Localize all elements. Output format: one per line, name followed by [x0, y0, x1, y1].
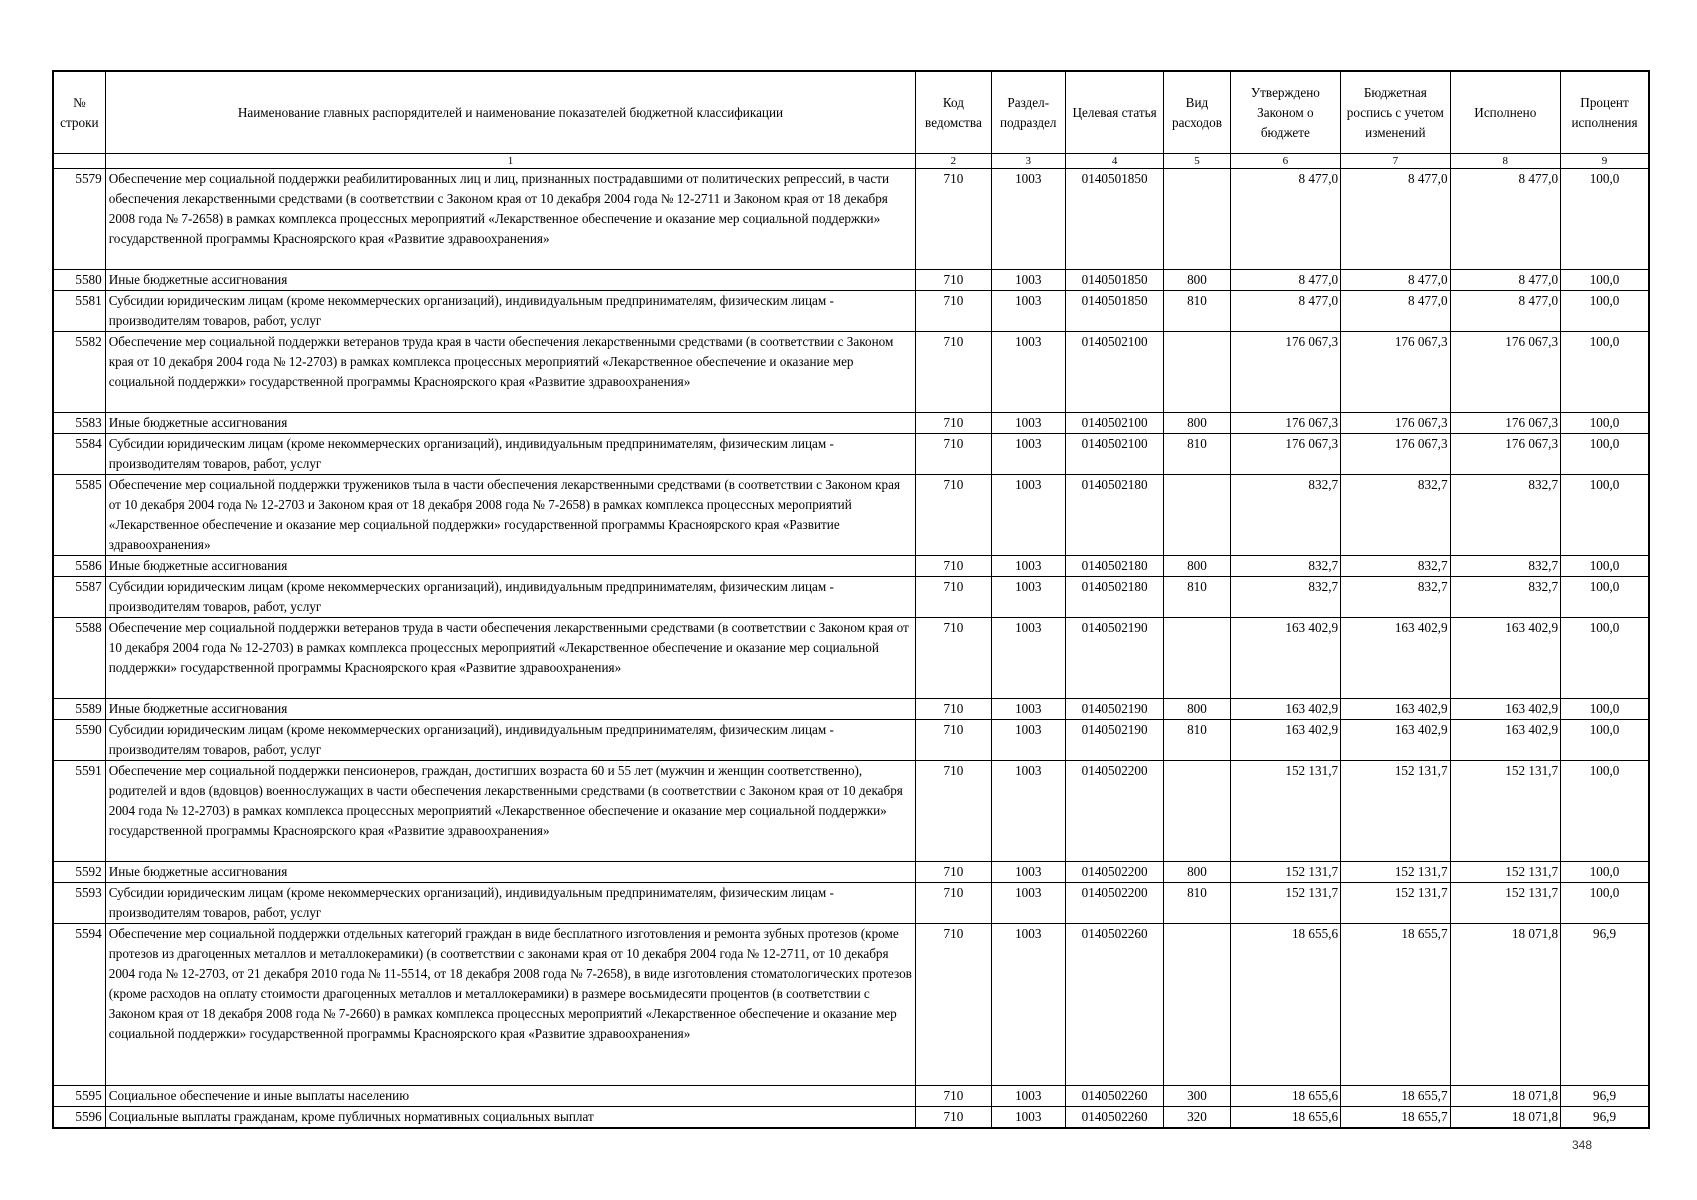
row-number: 5590 — [53, 720, 105, 761]
row-percent: 100,0 — [1561, 332, 1649, 413]
row-number: 5592 — [53, 862, 105, 883]
header-expense-type: Вид расходов — [1164, 71, 1230, 154]
row-section: 1003 — [991, 270, 1065, 291]
row-name: Иные бюджетные ассигнования — [105, 862, 916, 883]
row-budget-plan: 176 067,3 — [1341, 332, 1450, 413]
row-dept-code: 710 — [916, 699, 991, 720]
row-section: 1003 — [991, 291, 1065, 332]
row-budget-plan: 18 655,7 — [1341, 924, 1450, 1086]
column-number-row — [53, 154, 1649, 169]
row-name: Обеспечение мер социальной поддержки тружеников тыла в части обеспечения лекарственными средствами (в соответствии с Законом края от 10 декабря 2004 года № 12-2703 и Законом края от 18 декабря 2008 года № 7-2658) в рамках комплекса процессных мероприятий «Лекарственное обеспечение и оказание мер социальной поддержки» государственной программы Красноярского края «Развитие здравоохранения» — [105, 475, 916, 556]
row-budget-plan: 832,7 — [1341, 475, 1450, 556]
row-expense-type: 800 — [1164, 556, 1230, 577]
row-expense-type: 810 — [1164, 720, 1230, 761]
row-number: 5595 — [53, 1086, 105, 1107]
row-dept-code: 710 — [916, 556, 991, 577]
row-percent: 100,0 — [1561, 434, 1649, 475]
row-percent: 100,0 — [1561, 883, 1649, 924]
table-row — [53, 332, 1649, 413]
row-dept-code: 710 — [916, 291, 991, 332]
row-approved: 832,7 — [1230, 577, 1340, 618]
row-number: 5594 — [53, 924, 105, 1086]
row-number: 5586 — [53, 556, 105, 577]
row-approved: 18 655,6 — [1230, 1086, 1340, 1107]
row-target: 0140502190 — [1065, 720, 1163, 761]
table-row — [53, 720, 1649, 761]
row-percent: 100,0 — [1561, 413, 1649, 434]
row-dept-code: 710 — [916, 1086, 991, 1107]
row-target: 0140502260 — [1065, 1086, 1163, 1107]
row-section: 1003 — [991, 1086, 1065, 1107]
table-row — [53, 577, 1649, 618]
row-dept-code: 710 — [916, 577, 991, 618]
row-percent: 100,0 — [1561, 270, 1649, 291]
row-section: 1003 — [991, 332, 1065, 413]
row-percent: 96,9 — [1561, 924, 1649, 1086]
row-approved: 8 477,0 — [1230, 291, 1340, 332]
row-approved: 176 067,3 — [1230, 332, 1340, 413]
row-number: 5593 — [53, 883, 105, 924]
row-dept-code: 710 — [916, 434, 991, 475]
row-name: Субсидии юридическим лицам (кроме некоммерческих организаций), индивидуальным предпринимателям, физическим лицам - производителям товаров, работ, услуг — [105, 883, 916, 924]
row-number: 5591 — [53, 761, 105, 862]
row-expense-type: 300 — [1164, 1086, 1230, 1107]
row-dept-code: 710 — [916, 862, 991, 883]
row-expense-type — [1164, 332, 1230, 413]
row-budget-plan: 152 131,7 — [1341, 761, 1450, 862]
table-row — [53, 475, 1649, 556]
row-dept-code: 710 — [916, 1107, 991, 1129]
row-percent: 96,9 — [1561, 1086, 1649, 1107]
row-section: 1003 — [991, 618, 1065, 699]
column-number: 2 — [916, 154, 991, 169]
row-dept-code: 710 — [916, 475, 991, 556]
column-number: 6 — [1230, 154, 1340, 169]
row-section: 1003 — [991, 475, 1065, 556]
row-dept-code: 710 — [916, 618, 991, 699]
header-name: Наименование главных распорядителей и наименование показателей бюджетной классификации — [105, 71, 916, 154]
table-body — [53, 169, 1649, 1129]
row-name: Субсидии юридическим лицам (кроме некоммерческих организаций), индивидуальным предпринимателям, физическим лицам - производителям товаров, работ, услуг — [105, 291, 916, 332]
row-budget-plan: 163 402,9 — [1341, 699, 1450, 720]
row-expense-type — [1164, 475, 1230, 556]
row-expense-type: 800 — [1164, 413, 1230, 434]
table-row — [53, 699, 1649, 720]
row-name: Субсидии юридическим лицам (кроме некоммерческих организаций), индивидуальным предпринимателям, физическим лицам - производителям товаров, работ, услуг — [105, 720, 916, 761]
column-number: 8 — [1450, 154, 1560, 169]
header-budget-plan: Бюджетная роспись с учетом изменений — [1341, 71, 1450, 154]
row-name: Иные бюджетные ассигнования — [105, 270, 916, 291]
row-section: 1003 — [991, 720, 1065, 761]
row-executed: 18 071,8 — [1450, 924, 1560, 1086]
column-number: 7 — [1341, 154, 1450, 169]
row-number: 5581 — [53, 291, 105, 332]
header-section: Раздел-подраздел — [991, 71, 1065, 154]
column-number-blank — [53, 154, 105, 169]
row-percent: 100,0 — [1561, 291, 1649, 332]
row-dept-code: 710 — [916, 169, 991, 270]
row-target: 0140502180 — [1065, 556, 1163, 577]
column-number: 5 — [1164, 154, 1230, 169]
table-row — [53, 169, 1649, 270]
row-executed: 176 067,3 — [1450, 434, 1560, 475]
row-executed: 163 402,9 — [1450, 618, 1560, 699]
row-approved: 163 402,9 — [1230, 618, 1340, 699]
row-executed: 832,7 — [1450, 475, 1560, 556]
row-budget-plan: 163 402,9 — [1341, 720, 1450, 761]
row-budget-plan: 163 402,9 — [1341, 618, 1450, 699]
row-approved: 163 402,9 — [1230, 699, 1340, 720]
table-row — [53, 924, 1649, 1086]
row-expense-type — [1164, 761, 1230, 862]
row-target: 0140502180 — [1065, 475, 1163, 556]
row-expense-type: 810 — [1164, 434, 1230, 475]
column-number: 4 — [1065, 154, 1163, 169]
row-approved: 8 477,0 — [1230, 270, 1340, 291]
row-executed: 152 131,7 — [1450, 862, 1560, 883]
row-number: 5589 — [53, 699, 105, 720]
row-target: 0140502190 — [1065, 618, 1163, 699]
table-row — [53, 618, 1649, 699]
header-row — [53, 71, 1649, 154]
row-executed: 163 402,9 — [1450, 699, 1560, 720]
page-number: 348 — [1572, 1138, 1593, 1152]
column-number: 1 — [105, 154, 916, 169]
row-executed: 163 402,9 — [1450, 720, 1560, 761]
row-section: 1003 — [991, 413, 1065, 434]
row-section: 1003 — [991, 169, 1065, 270]
row-number: 5579 — [53, 169, 105, 270]
column-number: 3 — [991, 154, 1065, 169]
row-percent: 100,0 — [1561, 556, 1649, 577]
row-budget-plan: 152 131,7 — [1341, 883, 1450, 924]
row-approved: 8 477,0 — [1230, 169, 1340, 270]
row-section: 1003 — [991, 577, 1065, 618]
row-number: 5582 — [53, 332, 105, 413]
row-dept-code: 710 — [916, 270, 991, 291]
row-number: 5580 — [53, 270, 105, 291]
row-approved: 176 067,3 — [1230, 434, 1340, 475]
row-target: 0140501850 — [1065, 270, 1163, 291]
row-approved: 152 131,7 — [1230, 883, 1340, 924]
row-expense-type — [1164, 169, 1230, 270]
row-expense-type — [1164, 618, 1230, 699]
header-target: Целевая статья — [1065, 71, 1163, 154]
row-number: 5583 — [53, 413, 105, 434]
row-name: Обеспечение мер социальной поддержки пенсионеров, граждан, достигших возраста 60 и 55 лет (мужчин и женщин соответственно), родителей и вдов (вдовцов) военнослужащих в части обеспечения лекарственными средствами (в соответствии с Законом края от 10 декабря 2004 года № 12-2703) в рамках комплекса процессных мероприятий «Лекарственное обеспечение и оказание мер социальной поддержки» государственной программы Красноярского края «Развитие здравоохранения» — [105, 761, 916, 862]
header-row-number: № строки — [53, 71, 105, 154]
row-section: 1003 — [991, 862, 1065, 883]
row-budget-plan: 832,7 — [1341, 556, 1450, 577]
table-row — [53, 1086, 1649, 1107]
row-budget-plan: 176 067,3 — [1341, 434, 1450, 475]
row-budget-plan: 8 477,0 — [1341, 270, 1450, 291]
row-budget-plan: 8 477,0 — [1341, 291, 1450, 332]
table-row — [53, 862, 1649, 883]
row-section: 1003 — [991, 761, 1065, 862]
row-name: Социальное обеспечение и иные выплаты населению — [105, 1086, 916, 1107]
table-row — [53, 270, 1649, 291]
row-expense-type: 810 — [1164, 883, 1230, 924]
row-executed: 18 071,8 — [1450, 1086, 1560, 1107]
row-target: 0140502200 — [1065, 862, 1163, 883]
row-target: 0140502260 — [1065, 924, 1163, 1086]
row-approved: 18 655,6 — [1230, 924, 1340, 1086]
row-approved: 18 655,6 — [1230, 1107, 1340, 1129]
row-approved: 163 402,9 — [1230, 720, 1340, 761]
row-expense-type: 800 — [1164, 862, 1230, 883]
row-percent: 100,0 — [1561, 761, 1649, 862]
row-target: 0140502260 — [1065, 1107, 1163, 1129]
row-section: 1003 — [991, 883, 1065, 924]
row-executed: 176 067,3 — [1450, 413, 1560, 434]
row-dept-code: 710 — [916, 883, 991, 924]
row-percent: 100,0 — [1561, 475, 1649, 556]
row-section: 1003 — [991, 924, 1065, 1086]
row-dept-code: 710 — [916, 761, 991, 862]
row-number: 5596 — [53, 1107, 105, 1129]
row-name: Субсидии юридическим лицам (кроме некоммерческих организаций), индивидуальным предпринимателям, физическим лицам - производителям товаров, работ, услуг — [105, 434, 916, 475]
row-section: 1003 — [991, 434, 1065, 475]
row-number: 5587 — [53, 577, 105, 618]
row-name: Субсидии юридическим лицам (кроме некоммерческих организаций), индивидуальным предпринимателям, физическим лицам - производителям товаров, работ, услуг — [105, 577, 916, 618]
row-expense-type: 800 — [1164, 699, 1230, 720]
row-section: 1003 — [991, 1107, 1065, 1129]
row-budget-plan: 832,7 — [1341, 577, 1450, 618]
row-executed: 832,7 — [1450, 556, 1560, 577]
row-expense-type: 810 — [1164, 291, 1230, 332]
row-dept-code: 710 — [916, 720, 991, 761]
row-executed: 8 477,0 — [1450, 291, 1560, 332]
row-expense-type: 810 — [1164, 577, 1230, 618]
table-row — [53, 1107, 1649, 1129]
row-section: 1003 — [991, 556, 1065, 577]
row-name: Обеспечение мер социальной поддержки реабилитированных лиц и лиц, признанных пострадавшими от политических репрессий, в части обеспечения лекарственными средствами (в соответствии с Законом края от 10 декабря 2004 года № 12-2711 и Законом края от 18 декабря 2008 года № 7-2658) в рамках комплекса процессных мероприятий «Лекарственное обеспечение и оказание мер социальной поддержки» государственной программы Красноярского края «Развитие здравоохранения» — [105, 169, 916, 270]
row-budget-plan: 176 067,3 — [1341, 413, 1450, 434]
row-approved: 832,7 — [1230, 475, 1340, 556]
row-number: 5584 — [53, 434, 105, 475]
row-percent: 96,9 — [1561, 1107, 1649, 1129]
row-approved: 152 131,7 — [1230, 862, 1340, 883]
row-percent: 100,0 — [1561, 862, 1649, 883]
row-name: Социальные выплаты гражданам, кроме публичных нормативных социальных выплат — [105, 1107, 916, 1129]
row-percent: 100,0 — [1561, 618, 1649, 699]
row-name: Иные бюджетные ассигнования — [105, 413, 916, 434]
row-percent: 100,0 — [1561, 699, 1649, 720]
row-percent: 100,0 — [1561, 720, 1649, 761]
row-target: 0140502180 — [1065, 577, 1163, 618]
row-budget-plan: 18 655,7 — [1341, 1107, 1450, 1129]
row-target: 0140502100 — [1065, 434, 1163, 475]
row-approved: 832,7 — [1230, 556, 1340, 577]
row-executed: 176 067,3 — [1450, 332, 1560, 413]
row-executed: 8 477,0 — [1450, 270, 1560, 291]
row-name: Обеспечение мер социальной поддержки ветеранов труда края в части обеспечения лекарственными средствами (в соответствии с Законом края от 10 декабря 2004 года № 12-2703) в рамках комплекса процессных мероприятий «Лекарственное обеспечение и оказание мер социальной поддержки» государственной программы Красноярского края «Развитие здравоохранения» — [105, 332, 916, 413]
row-executed: 18 071,8 — [1450, 1107, 1560, 1129]
table-row — [53, 883, 1649, 924]
row-name: Обеспечение мер социальной поддержки отдельных категорий граждан в виде бесплатного изготовления и ремонта зубных протезов (кроме протезов из драгоценных металлов и металлокерамики) (в соответствии с законами края от 10 декабря 2004 года № 12-2711, от 10 декабря 2004 года № 12-2703, от 21 декабря 2010 года № 11-5514, от 18 декабря 2008 года № 7-2658), в виде изготовления стоматологических протезов (кроме расходов на оплату стоимости драгоценных металлов и металлокерамики) в размере восьмидесяти процентов (в соответствии с Законом края от 18 декабря 2008 года № 7-2660) в рамках комплекса процессных мероприятий «Лекарственное обеспечение и оказание мер социальной поддержки» государственной программы Красноярского края «Развитие здравоохранения» — [105, 924, 916, 1086]
budget-table — [52, 70, 1650, 1129]
row-section: 1003 — [991, 699, 1065, 720]
row-expense-type: 320 — [1164, 1107, 1230, 1129]
header-executed: Исполнено — [1450, 71, 1560, 154]
row-dept-code: 710 — [916, 413, 991, 434]
header-approved: Утверждено Законом о бюджете — [1230, 71, 1340, 154]
row-target: 0140501850 — [1065, 291, 1163, 332]
column-number: 9 — [1561, 154, 1649, 169]
row-percent: 100,0 — [1561, 577, 1649, 618]
row-name: Иные бюджетные ассигнования — [105, 699, 916, 720]
row-number: 5585 — [53, 475, 105, 556]
row-expense-type: 800 — [1164, 270, 1230, 291]
row-executed: 8 477,0 — [1450, 169, 1560, 270]
row-budget-plan: 152 131,7 — [1341, 862, 1450, 883]
row-executed: 152 131,7 — [1450, 761, 1560, 862]
row-budget-plan: 18 655,7 — [1341, 1086, 1450, 1107]
row-approved: 152 131,7 — [1230, 761, 1340, 862]
row-name: Иные бюджетные ассигнования — [105, 556, 916, 577]
row-target: 0140502200 — [1065, 761, 1163, 862]
row-target: 0140501850 — [1065, 169, 1163, 270]
table-row — [53, 291, 1649, 332]
row-executed: 832,7 — [1450, 577, 1560, 618]
row-target: 0140502200 — [1065, 883, 1163, 924]
table-row — [53, 556, 1649, 577]
header-percent: Процент исполнения — [1561, 71, 1649, 154]
table-row — [53, 413, 1649, 434]
row-dept-code: 710 — [916, 924, 991, 1086]
row-number: 5588 — [53, 618, 105, 699]
table-row — [53, 434, 1649, 475]
row-target: 0140502100 — [1065, 413, 1163, 434]
row-dept-code: 710 — [916, 332, 991, 413]
row-percent: 100,0 — [1561, 169, 1649, 270]
row-target: 0140502190 — [1065, 699, 1163, 720]
row-approved: 176 067,3 — [1230, 413, 1340, 434]
table-row — [53, 761, 1649, 862]
row-expense-type — [1164, 924, 1230, 1086]
header-dept-code: Код ведомства — [916, 71, 991, 154]
row-budget-plan: 8 477,0 — [1341, 169, 1450, 270]
row-executed: 152 131,7 — [1450, 883, 1560, 924]
row-target: 0140502100 — [1065, 332, 1163, 413]
row-name: Обеспечение мер социальной поддержки ветеранов труда в части обеспечения лекарственными средствами (в соответствии с Законом края от 10 декабря 2004 года № 12-2703) в рамках комплекса процессных мероприятий «Лекарственное обеспечение и оказание мер социальной поддержки» государственной программы Красноярского края «Развитие здравоохранения» — [105, 618, 916, 699]
